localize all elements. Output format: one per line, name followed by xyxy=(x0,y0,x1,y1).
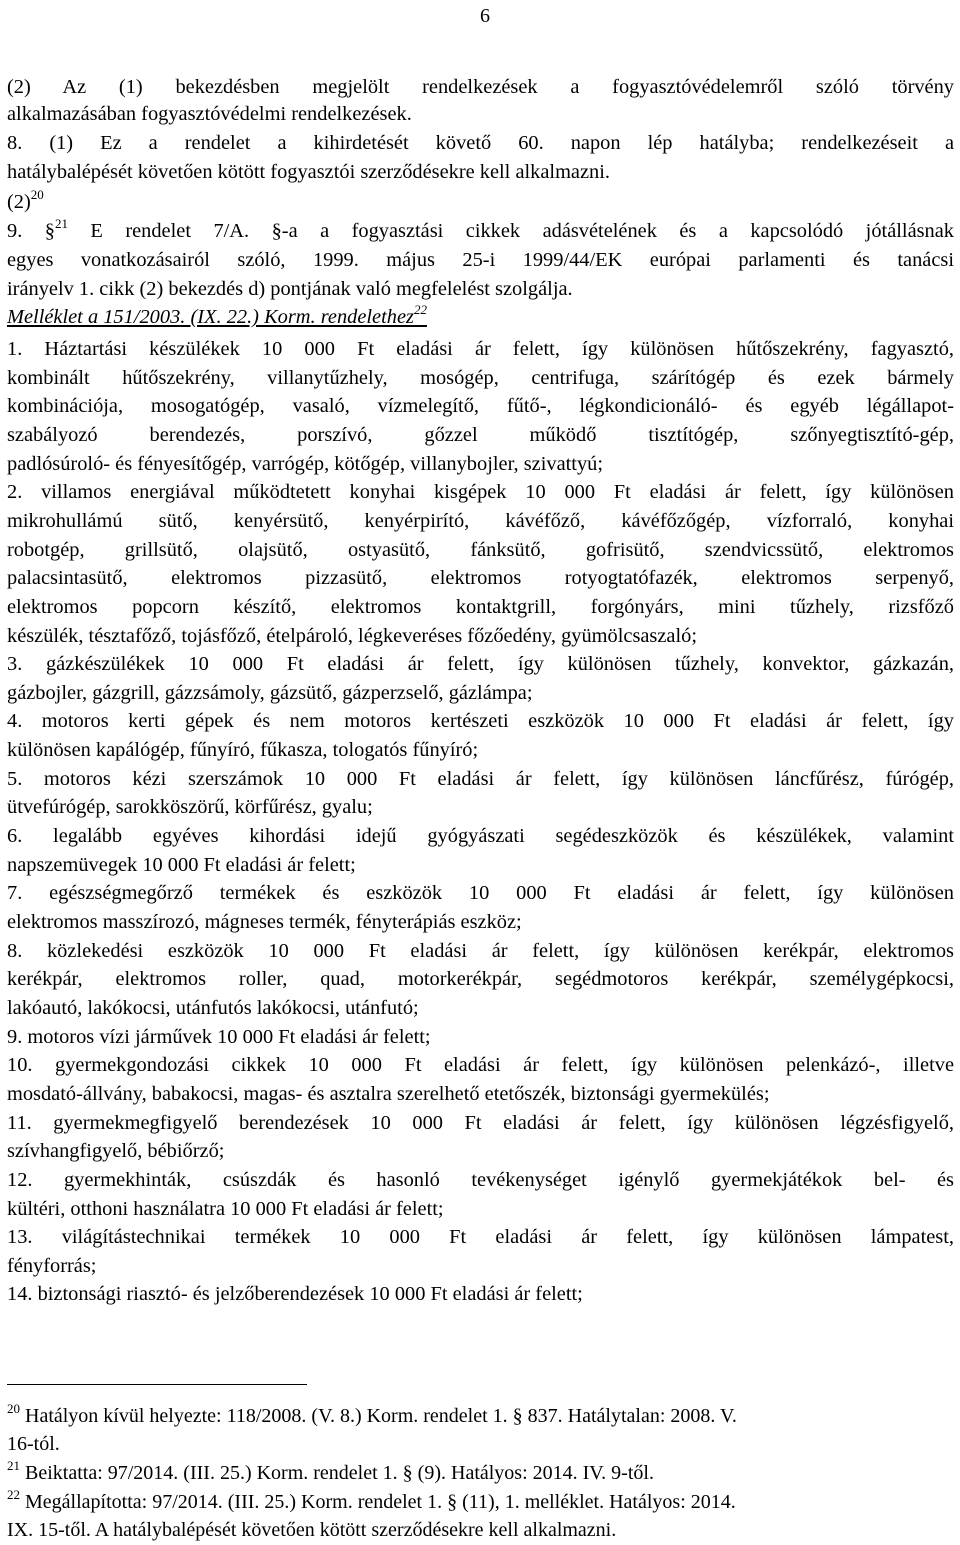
annex-line: padlósúroló- és fényesítőgép, varrógép, kötőgép, villanybojler, szivattyú; xyxy=(7,453,604,475)
footnote-22-number: 22 xyxy=(7,1487,20,1502)
annex-line: 9. motoros vízi járművek 10 000 Ft eladási ár felett; xyxy=(7,1026,431,1048)
annex-line: mosdató-állvány, babakocsi, magas- és asztalra szerelhető etetőszék, biztonsági gyermekülés; xyxy=(7,1083,770,1105)
annex-line: kültéri, otthoni használatra 10 000 Ft eladási ár felett; xyxy=(7,1198,444,1220)
annex-line: kombinált hűtőszekrény, villanytűzhely, mosógép, centrifuga, szárítógép és ezek bármely xyxy=(7,367,954,389)
annex-line: 12. gyermekhinták, csúszdák és hasonló tevékenységet igénylő gyermekjátékok bel- és xyxy=(7,1169,954,1191)
annex-line: napszemüvegek 10 000 Ft eladási ár felett; xyxy=(7,854,356,876)
section-9-line-1 xyxy=(7,216,954,245)
section-9-line-1-text: E rendelet 7/A. §-a a fogyasztási cikkek adásvételének és a kapcsolódó jótállásnak xyxy=(67,220,954,242)
annex-line: 3. gázkészülékek 10 000 Ft eladási ár felett, így különösen tűzhely, konvektor, gázkazán, xyxy=(7,653,954,675)
page-number: 6 xyxy=(480,5,490,27)
footnote-ref-20: 20 xyxy=(30,187,44,202)
annex-line: készülék, tésztafőző, tojásfőző, ételpároló, légkeveréses főzőedény, gyümölcsaszaló; xyxy=(7,625,697,647)
footnote-20-line-1 xyxy=(7,1401,954,1430)
annex-title xyxy=(7,302,954,331)
annex-line: 2. villamos energiával működtetett konyhai kisgépek 10 000 Ft eladási ár felett, így különösen xyxy=(7,481,954,503)
footnote-ref-22: 22 xyxy=(413,302,427,317)
section-8-line-1: 8. (1) Ez a rendelet a kihirdetését követő 60. napon lép hatályba; rendelkezéseit a xyxy=(7,132,954,154)
annex-line: 13. világítástechnikai termékek 10 000 Ft eladási ár felett, így különösen lámpatest, xyxy=(7,1226,954,1248)
annex-line: 10. gyermekgondozási cikkek 10 000 Ft eladási ár felett, így különösen pelenkázó-, illetve xyxy=(7,1054,954,1076)
annex-line: kerékpár, elektromos roller, quad, motorkerékpár, segédmotoros kerékpár, személygépkocsi, xyxy=(7,968,954,990)
annex-title-text: Melléklet a 151/2003. (IX. 22.) Korm. rendelethez xyxy=(7,306,414,328)
annex-line: elektromos masszírozó, mágneses termék, fényterápiás eszköz; xyxy=(7,911,522,933)
section-9-label: 9. § xyxy=(7,220,55,242)
footnote-ref-21: 21 xyxy=(54,216,68,231)
section-9-line-3: irányelv 1. cikk (2) bekezdés d) pontjának való megfelelést szolgálja. xyxy=(7,278,573,300)
annex-line: 1. Háztartási készülékek 10 000 Ft eladási ár felett, így különösen hűtőszekrény, fagyasztó, xyxy=(7,338,954,360)
annex-line: 8. közlekedési eszközök 10 000 Ft eladási ár felett, így különösen kerékpár, elektromos xyxy=(7,940,954,962)
annex-line: fényforrás; xyxy=(7,1255,97,1277)
annex-line: különösen kapálógép, fűnyíró, fűkasza, tologatós fűnyíró; xyxy=(7,739,479,761)
annex-line: mikrohullámú sütő, kenyérsütő, kenyérpirító, kávéfőző, kávéfőzőgép, vízforraló, konyhai xyxy=(7,510,954,532)
footnote-21 xyxy=(7,1458,954,1487)
annex-line: gázbojler, gázgrill, gázzsámoly, gázsütő, gázperzselő, gázlámpa; xyxy=(7,682,533,704)
annex-line: szabályozó berendezés, porszívó, gőzzel működő tisztítógép, szőnyegtisztító-gép, xyxy=(7,424,954,446)
paragraph-2-line-2: alkalmazásában fogyasztóvédelmi rendelkezések. xyxy=(7,103,412,125)
section-9-line-2: egyes vonatkozásairól szóló, 1999. május 25-i 1999/44/EK európai parlamenti és tanácsi xyxy=(7,249,954,271)
paragraph-2-line-1: (2) Az (1) bekezdésben megjelölt rendelkezések a fogyasztóvédelemről szóló törvény xyxy=(7,76,954,98)
footnote-22-line-2: IX. 15-től. A hatálybalépését követően kötött szerződésekre kell alkalmazni. xyxy=(7,1519,617,1541)
annex-line: ütvefúrógép, sarokköszörű, körfűrész, gyalu; xyxy=(7,796,373,818)
annex-line: 5. motoros kézi szerszámok 10 000 Ft eladási ár felett, így különösen láncfűrész, fúrógép, xyxy=(7,768,954,790)
annex-line: elektromos popcorn készítő, elektromos kontaktgrill, forgónyárs, mini tűzhely, rizsfőző xyxy=(7,596,954,618)
annex-line: palacsintasütő, elektromos pizzasütő, elektromos rotyogtatófazék, elektromos serpenyő, xyxy=(7,567,954,589)
annex-line: lakóautó, lakókocsi, utánfutós lakókocsi, utánfutó; xyxy=(7,997,419,1019)
annex-line: szívhangfigyelő, bébiőrző; xyxy=(7,1140,225,1162)
annex-line: kombinációja, mosogatógép, vasaló, vízmelegítő, fűtő-, légkondicionáló- és egyéb légállapot- xyxy=(7,395,954,417)
footnote-21-text: Beiktatta: 97/2014. (III. 25.) Korm. rendelet 1. § (9). Hatályos: 2014. IV. 9-től. xyxy=(20,1462,654,1484)
footnote-divider xyxy=(7,1384,307,1385)
footnote-21-number: 21 xyxy=(7,1458,20,1473)
section-8-line-2: hatálybalépését követően kötött fogyasztói szerződésekre kell alkalmazni. xyxy=(7,161,610,183)
footnote-20-line-2: 16-tól. xyxy=(7,1433,60,1455)
annex-line: 14. biztonsági riasztó- és jelzőberendezések 10 000 Ft eladási ár felett; xyxy=(7,1283,583,1305)
annex-line: 11. gyermekmegfigyelő berendezések 10 000 Ft eladási ár felett, így különösen légzésfigyelő, xyxy=(7,1112,954,1134)
footnote-22-text: Megállapította: 97/2014. (III. 25.) Korm. rendelet 1. § (11), 1. melléklet. Hatályos: 2014. xyxy=(20,1491,736,1513)
annex-line: robotgép, grillsütő, olajsütő, ostyasütő, fánksütő, gofrisütő, szendvicssütő, elektromos xyxy=(7,539,954,561)
annex-line: 7. egészségmegőrző termékek és eszközök 10 000 Ft eladási ár felett, így különösen xyxy=(7,882,954,904)
section-8-paragraph-2-label: (2) xyxy=(7,191,31,213)
footnote-22-line-1 xyxy=(7,1487,954,1516)
annex-line: 4. motoros kerti gépek és nem motoros kertészeti eszközök 10 000 Ft eladási ár felett, így xyxy=(7,710,954,732)
section-8-paragraph-2 xyxy=(7,187,954,216)
footnote-20-text: Hatályon kívül helyezte: 118/2008. (V. 8.) Korm. rendelet 1. § 837. Hatálytalan: 2008. V. xyxy=(20,1405,737,1427)
footnote-20-number: 20 xyxy=(7,1401,20,1416)
annex-line: 6. legalább egyéves kihordási idejű gyógyászati segédeszközök és készülékek, valamint xyxy=(7,825,954,847)
